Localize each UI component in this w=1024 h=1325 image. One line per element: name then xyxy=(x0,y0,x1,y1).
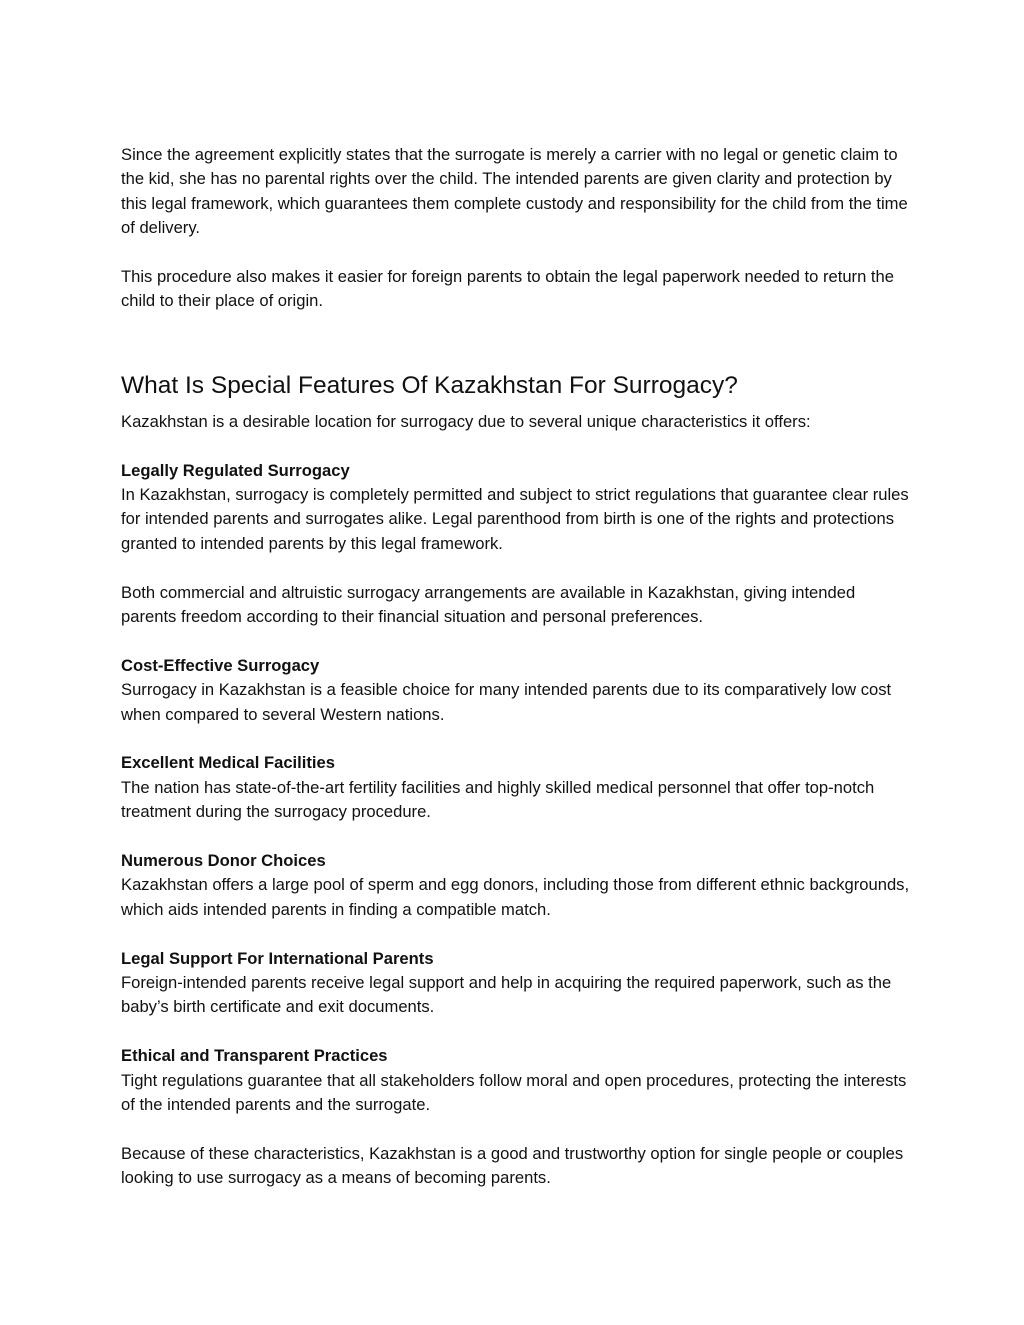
feature-body: Tight regulations guarantee that all stakeholders follow moral and open procedures, protecting the interests of the intended parents and the surrogate. xyxy=(121,1070,907,1115)
feature-cost-effective xyxy=(121,654,911,727)
feature-ethical-practices xyxy=(121,1044,911,1117)
feature-body: In Kazakhstan, surrogacy is completely permitted and subject to strict regulations that guarantee clear rules for intended parents and surrogates alike. Legal parenthood from birth is one of the rights and protections granted to intended parents by this legal framework. xyxy=(121,485,909,553)
feature-donor-choices xyxy=(121,849,911,922)
feature-body: Surrogacy in Kazakhstan is a feasible choice for many intended parents due to its comparatively low cost when compared to several Western nations. xyxy=(121,680,892,724)
feature-title: Excellent Medical Facilities xyxy=(121,753,335,773)
feature-body: The nation has state-of-the-art fertility facilities and highly skilled medical personnel that offer top-notch treatment during the surrogacy procedure. xyxy=(121,777,875,822)
intro-paragraph-1: Since the agreement explicitly states that the surrogate is merely a carrier with no legal or genetic claim to the kid, she has no parental rights over the child. The intended parents are given clarity and protection by this legal framework, which guarantees them complete custody and responsibility for the child from the time of delivery. xyxy=(121,145,908,238)
section-heading: What Is Special Features Of Kazakhstan For Surrogacy? xyxy=(121,371,738,399)
feature-body: Kazakhstan offers a large pool of sperm and egg donors, including those from different ethnic backgrounds, which aids intended parents in finding a compatible match. xyxy=(121,875,910,919)
feature-body: Foreign-intended parents receive legal support and help in acquiring the required paperwork, such as the baby’s birth certificate and exit documents. xyxy=(121,973,892,1017)
feature-medical-facilities xyxy=(121,751,911,824)
feature-legal-support xyxy=(121,947,911,1020)
feature-title: Cost-Effective Surrogacy xyxy=(121,655,320,675)
intro-paragraph-2: This procedure also makes it easier for foreign parents to obtain the legal paperwork needed to return the child to their place of origin. xyxy=(121,267,894,311)
feature-body: Both commercial and altruistic surrogacy arrangements are available in Kazakhstan, giving intended parents freedom according to their financial situation and personal preferences. xyxy=(121,582,856,627)
feature-arrangements xyxy=(121,581,911,630)
feature-title: Numerous Donor Choices xyxy=(121,851,326,871)
document-page xyxy=(121,143,911,1191)
conclusion-paragraph: Because of these characteristics, Kazakhstan is a good and trustworthy option for single people or couples looking to use surrogacy as a means of becoming parents. xyxy=(121,1143,904,1188)
feature-title: Legal Support For International Parents xyxy=(121,948,434,968)
feature-legally-regulated xyxy=(121,459,911,557)
section-lead: Kazakhstan is a desirable location for surrogacy due to several unique characteristics it offers: xyxy=(121,411,811,431)
feature-title: Legally Regulated Surrogacy xyxy=(121,460,350,480)
feature-title: Ethical and Transparent Practices xyxy=(121,1046,388,1066)
